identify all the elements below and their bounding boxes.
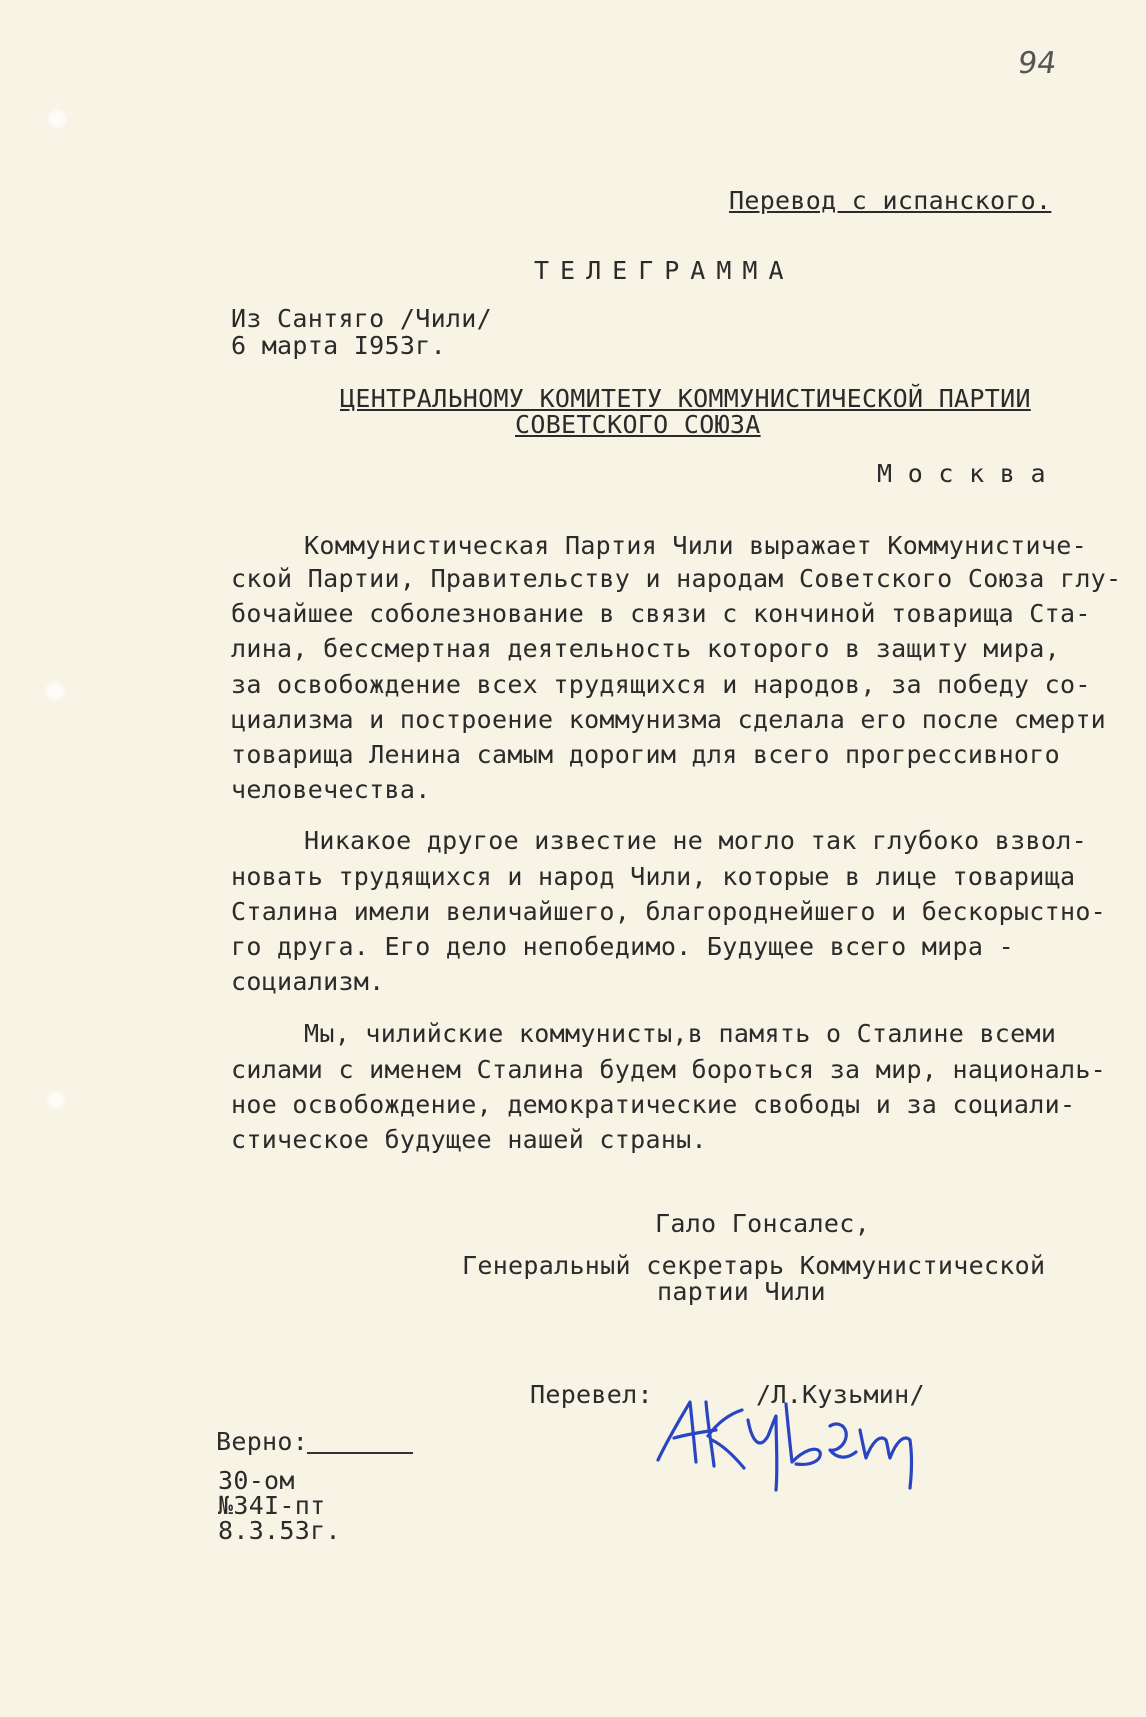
punch-hole-middle bbox=[44, 680, 66, 702]
translation-note: Перевод с испанского. bbox=[729, 186, 1052, 215]
reference-line-2: №34I-пт bbox=[218, 1491, 326, 1520]
origin-date: 6 марта I953г. bbox=[231, 331, 446, 360]
body-line: бочайшее соболезнование в связи с кончиной товарища Ста- bbox=[231, 599, 1091, 628]
reference-line-3: 8.3.53г. bbox=[218, 1516, 341, 1545]
page-number: 94 bbox=[1015, 46, 1059, 81]
body-line: Сталина имели величайшего, благороднейшего и бескорыстно- bbox=[231, 897, 1107, 926]
sender-name: Гало Гонсалес, bbox=[655, 1209, 870, 1238]
body-line: Никакое другое известие не могло так глубоко взвол- bbox=[304, 826, 1087, 855]
document-title: ТЕЛЕГРАММА bbox=[534, 256, 795, 285]
body-line: человечества. bbox=[231, 775, 431, 804]
body-line: силами с именем Сталина будем бороться за мир, националь- bbox=[231, 1055, 1107, 1084]
sender-title-line-2: партии Чили bbox=[657, 1277, 826, 1306]
reference-line-1: 30-ом bbox=[218, 1466, 295, 1495]
body-line: новать трудящихся и народ Чили, которые в лице товарища bbox=[231, 862, 1076, 891]
body-line: лина, бессмертная деятельность которого в защиту мира, bbox=[231, 634, 1060, 663]
body-line: ской Партии, Правительству и народам Советского Союза глу- bbox=[231, 564, 1122, 593]
verified-label: Верно: bbox=[216, 1427, 309, 1456]
body-line: стическое будущее нашей страны. bbox=[231, 1125, 707, 1154]
punch-hole-bottom bbox=[46, 1090, 66, 1110]
sender-title-line-1: Генеральный секретарь Коммунистической bbox=[462, 1251, 1046, 1280]
body-line: го друга. Его дело непобедимо. Будущее всего мира - bbox=[231, 932, 1014, 961]
body-line: Мы, чилийские коммунисты,в память о Сталине всеми bbox=[304, 1019, 1057, 1048]
punch-hole-top bbox=[46, 108, 68, 130]
body-line: товарища Ленина самым дорогим для всего прогрессивного bbox=[231, 740, 1060, 769]
body-line: Коммунистическая Партия Чили выражает Коммунистиче- bbox=[304, 531, 1087, 560]
translator-signature bbox=[650, 1380, 930, 1500]
body-line: за освобождение всех трудящихся и народов, за победу со- bbox=[231, 670, 1091, 699]
body-line: социализм. bbox=[231, 967, 385, 996]
origin-line-1: Из Сантяго /Чили/ bbox=[231, 304, 492, 333]
body-line: ное освобождение, демократические свободы и за социали- bbox=[231, 1090, 1076, 1119]
translator-name: /Л.Кузьмин/ bbox=[756, 1380, 925, 1409]
addressee-line-1: ЦЕНТРАЛЬНОМУ КОМИТЕТУ КОММУНИСТИЧЕСКОЙ ПАРТИИ bbox=[340, 384, 1031, 413]
verified-signature-line bbox=[307, 1452, 413, 1454]
signature-strokes bbox=[658, 1402, 912, 1490]
body-line: циализма и построение коммунизма сделала его после смерти bbox=[231, 705, 1107, 734]
addressee-city: М о с к в а bbox=[877, 459, 1046, 488]
addressee-line-2: СОВЕТСКОГО СОЮЗА bbox=[515, 410, 761, 439]
translator-label: Перевел: bbox=[530, 1380, 653, 1409]
